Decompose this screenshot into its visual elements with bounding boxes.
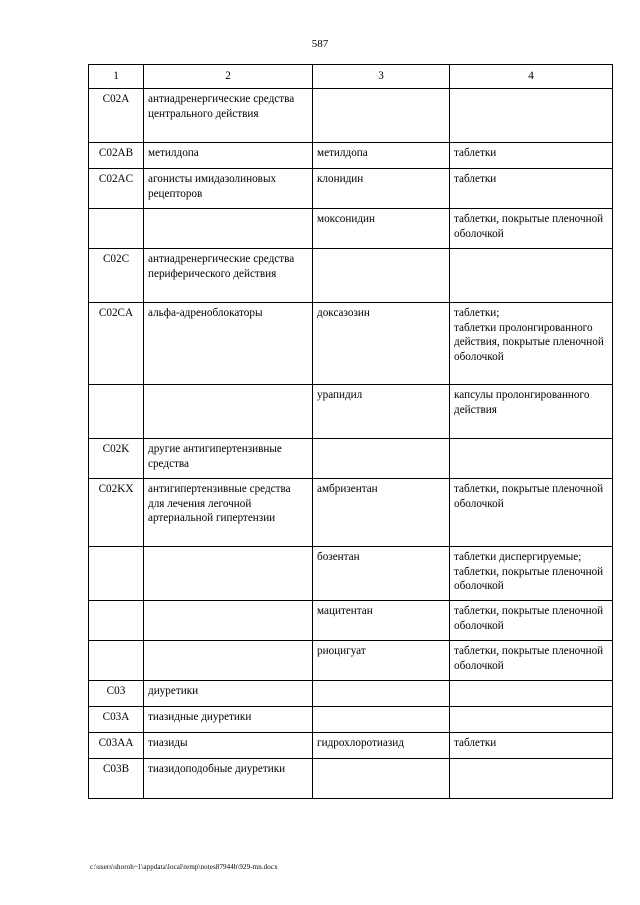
table-row — [89, 439, 613, 479]
drug-cell: мацитентан — [313, 601, 450, 641]
form-cell: таблетки — [450, 169, 613, 209]
form-cell: таблетки, покрытые пленочной оболочкой — [450, 479, 613, 547]
group-cell — [144, 209, 313, 249]
code-cell: C02KX — [89, 479, 144, 547]
code-cell: C02A — [89, 89, 144, 143]
code-cell — [89, 385, 144, 439]
code-cell — [89, 601, 144, 641]
form-cell — [450, 681, 613, 707]
drug-cell: гидрохлоротиазид — [313, 733, 450, 759]
drug-cell: риоцигуат — [313, 641, 450, 681]
form-cell: таблетки; таблетки пролонгированного действия, покрытые пленочной оболочкой — [450, 303, 613, 385]
drug-cell: амбризентан — [313, 479, 450, 547]
group-cell: тиазидные диуретики — [144, 707, 313, 733]
drug-cell — [313, 439, 450, 479]
header-col-2: 2 — [144, 65, 313, 89]
table-header-row — [89, 65, 613, 89]
table-row — [89, 209, 613, 249]
table-row — [89, 385, 613, 439]
drug-cell: метилдопа — [313, 143, 450, 169]
page-number: 587 — [311, 38, 329, 50]
drug-cell — [313, 249, 450, 303]
drug-cell: клонидин — [313, 169, 450, 209]
table-row — [89, 169, 613, 209]
table-row — [89, 733, 613, 759]
group-cell: антиадренергические средства периферического действия — [144, 249, 313, 303]
form-cell: капсулы пролонгированного действия — [450, 385, 613, 439]
drug-cell — [313, 681, 450, 707]
form-cell: таблетки, покрытые пленочной оболочкой — [450, 601, 613, 641]
drug-cell: моксонидин — [313, 209, 450, 249]
group-cell — [144, 641, 313, 681]
group-cell: альфа-адреноблокаторы — [144, 303, 313, 385]
code-cell — [89, 209, 144, 249]
form-cell: таблетки — [450, 143, 613, 169]
group-cell: агонисты имидазолиновых рецепторов — [144, 169, 313, 209]
drug-cell: доксазозин — [313, 303, 450, 385]
drug-cell: урапидил — [313, 385, 450, 439]
table-row — [89, 681, 613, 707]
header-col-1: 1 — [89, 65, 144, 89]
code-cell: C03A — [89, 707, 144, 733]
form-cell: таблетки, покрытые пленочной оболочкой — [450, 209, 613, 249]
table-row — [89, 759, 613, 799]
form-cell — [450, 249, 613, 303]
form-cell — [450, 707, 613, 733]
code-cell — [89, 641, 144, 681]
table-row — [89, 249, 613, 303]
form-cell: таблетки, покрытые пленочной оболочкой — [450, 641, 613, 681]
drug-cell: бозентан — [313, 547, 450, 601]
table-body — [89, 89, 613, 799]
code-cell: C02CA — [89, 303, 144, 385]
code-cell: C02AB — [89, 143, 144, 169]
code-cell: C02K — [89, 439, 144, 479]
table-row — [89, 641, 613, 681]
header-col-4: 4 — [450, 65, 613, 89]
table-row — [89, 547, 613, 601]
group-cell: антигипертензивные средства для лечения легочной артериальной гипертензии — [144, 479, 313, 547]
form-cell — [450, 439, 613, 479]
table-row — [89, 479, 613, 547]
group-cell — [144, 601, 313, 641]
code-cell: C03AA — [89, 733, 144, 759]
table-row — [89, 707, 613, 733]
code-cell — [89, 547, 144, 601]
group-cell — [144, 547, 313, 601]
group-cell: тиазидоподобные диуретики — [144, 759, 313, 799]
code-cell: C02C — [89, 249, 144, 303]
table-row — [89, 303, 613, 385]
drug-cell — [313, 759, 450, 799]
drug-cell — [313, 89, 450, 143]
table-row — [89, 601, 613, 641]
file-path-footer: c:\users\shoroh~1\appdata\local\temp\notes87944b\929-mn.docx — [90, 863, 278, 871]
code-cell: C02AC — [89, 169, 144, 209]
form-cell: таблетки — [450, 733, 613, 759]
group-cell: тиазиды — [144, 733, 313, 759]
group-cell: другие антигипертензивные средства — [144, 439, 313, 479]
header-col-3: 3 — [313, 65, 450, 89]
form-cell — [450, 89, 613, 143]
group-cell — [144, 385, 313, 439]
group-cell: диуретики — [144, 681, 313, 707]
code-cell: C03 — [89, 681, 144, 707]
table-row — [89, 89, 613, 143]
drug-table — [88, 64, 613, 799]
form-cell: таблетки диспергируемые; таблетки, покрытые пленочной оболочкой — [450, 547, 613, 601]
group-cell: метилдопа — [144, 143, 313, 169]
table-row — [89, 143, 613, 169]
group-cell: антиадренергические средства центрального действия — [144, 89, 313, 143]
form-cell — [450, 759, 613, 799]
code-cell: C03B — [89, 759, 144, 799]
drug-cell — [313, 707, 450, 733]
